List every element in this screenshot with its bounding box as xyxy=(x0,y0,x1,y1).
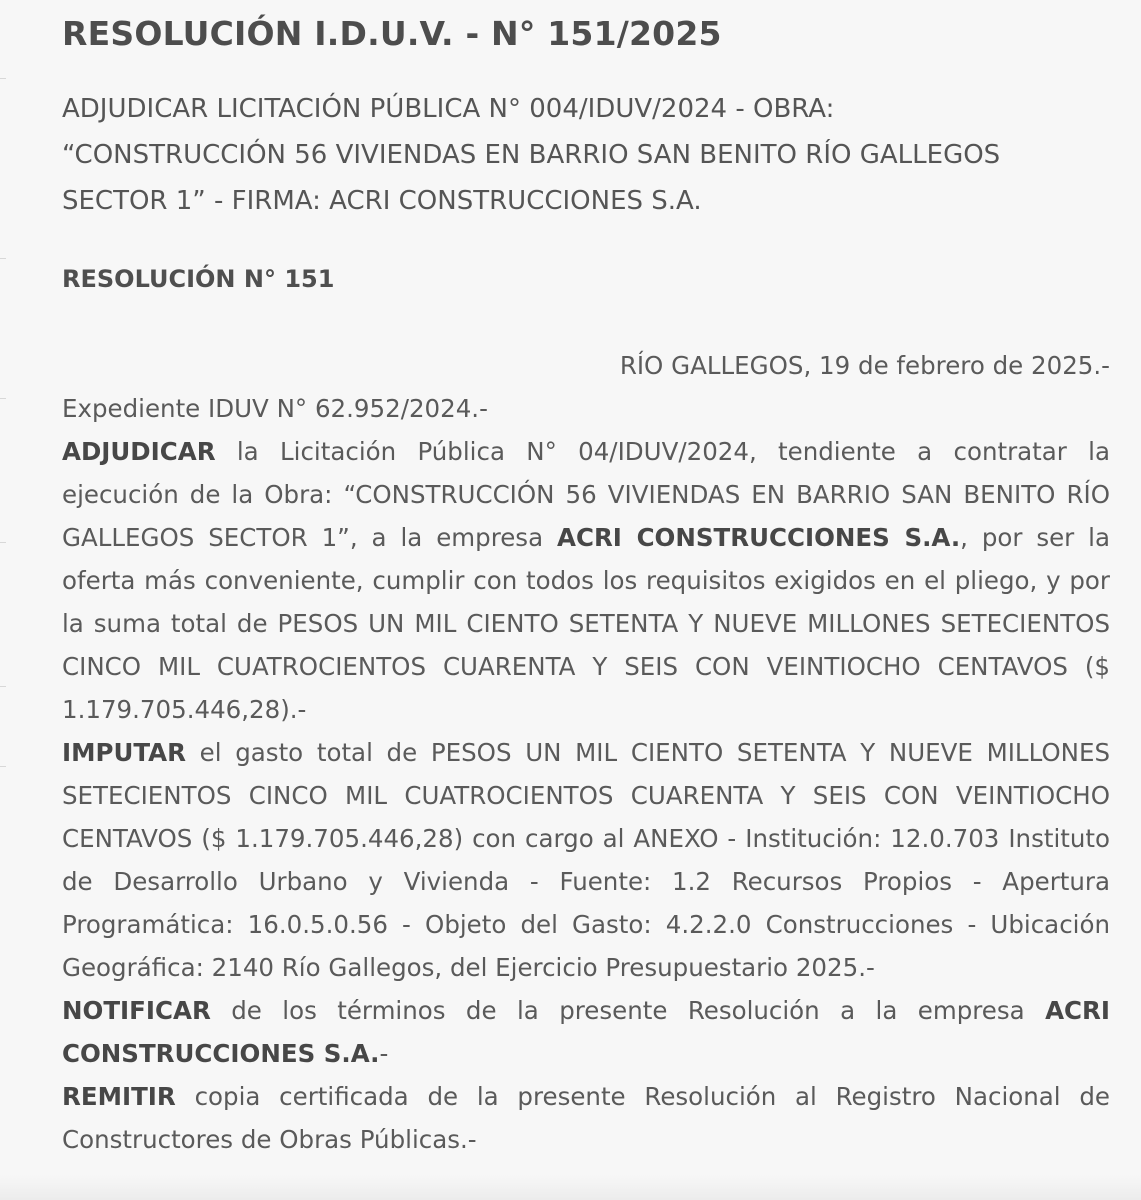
notificar-text: de los términos de la presente Resolución a la empresa xyxy=(210,996,1046,1025)
edge-mark xyxy=(0,78,6,79)
imputar-keyword: IMPUTAR xyxy=(62,738,186,767)
remitir-keyword: REMITIR xyxy=(62,1082,176,1111)
edge-mark xyxy=(0,398,6,399)
resolution-summary: ADJUDICAR LICITACIÓN PÚBLICA N° 004/IDUV/2024 - OBRA: “CONSTRUCCIÓN 56 VIVIENDAS EN BARRIO SAN BENITO RÍO GALLEGOS SECTOR 1” - FIRMA: ACRI CONSTRUCCIONES S.A. xyxy=(62,94,1001,216)
adjudicar-text-start: la Licitación Pública N° 04/IDUV/2024, tendiente a contratar la ejecución de la Obra: “CONSTRUCCIÓN 56 VIVIENDAS EN BARRIO SAN BENITO RÍO GALLEGOS SECTOR 1”, a la empresa xyxy=(62,437,1110,552)
notificar-keyword: NOTIFICAR xyxy=(62,996,211,1025)
resolution-title: RESOLUCIÓN I.D.U.V. - N° 151/2025 xyxy=(62,14,722,53)
adjudicar-keyword: ADJUDICAR xyxy=(62,437,216,466)
place-date: RÍO GALLEGOS, 19 de febrero de 2025.- xyxy=(619,351,1110,380)
remitir-text: copia certificada de la presente Resolución al Registro Nacional de Constructores de Obras Públicas.- xyxy=(62,1082,1110,1154)
edge-mark xyxy=(0,766,6,767)
adjudicar-company: ACRI CONSTRUCCIONES S.A. xyxy=(557,523,961,552)
notificar-suffix: - xyxy=(379,1039,389,1068)
edge-mark xyxy=(0,258,6,259)
bottom-fade xyxy=(0,1175,1141,1200)
edge-mark xyxy=(0,686,6,687)
imputar-clause xyxy=(62,731,1110,989)
document-content xyxy=(62,10,1110,1161)
adjudicar-clause xyxy=(62,430,1110,731)
adjudicar-text-end: , por ser la oferta más conveniente, cumplir con todos los requisitos exigidos en el pliego, y por la suma total de PESOS UN MIL CIENTO SETENTA Y NUEVE MILLONES SETECIENTOS CINCO MIL CUATROCIENTOS CUARENTA Y SEIS CON VEINTIOCHO CENTAVOS ($ 1.179.705.446,28).- xyxy=(62,523,1110,724)
edge-mark xyxy=(0,542,6,543)
file-number: Expediente IDUV N° 62.952/2024.- xyxy=(62,394,488,423)
resolution-number-heading: RESOLUCIÓN N° 151 xyxy=(62,265,335,293)
remitir-clause xyxy=(62,1075,1110,1161)
notificar-clause xyxy=(62,989,1110,1075)
imputar-text: el gasto total de PESOS UN MIL CIENTO SETENTA Y NUEVE MILLONES SETECIENTOS CINCO MIL CUATROCIENTOS CUARENTA Y SEIS CON VEINTIOCHO CENTAVOS ($ 1.179.705.446,28) con cargo al ANEXO - Institución: 12.0.703 Instituto de Desarrollo Urbano y Vivienda - Fuente: 1.2 Recursos Propios - Apertura Programática: 16.0.5.0.56 - Objeto del Gasto: 4.2.2.0 Construcciones - Ubicación Geográfica: 2140 Río Gallegos, del Ejercicio Presupuestario 2025.- xyxy=(62,738,1110,982)
notificar-company: ACRI CONSTRUCCIONES S.A. xyxy=(62,996,1110,1068)
